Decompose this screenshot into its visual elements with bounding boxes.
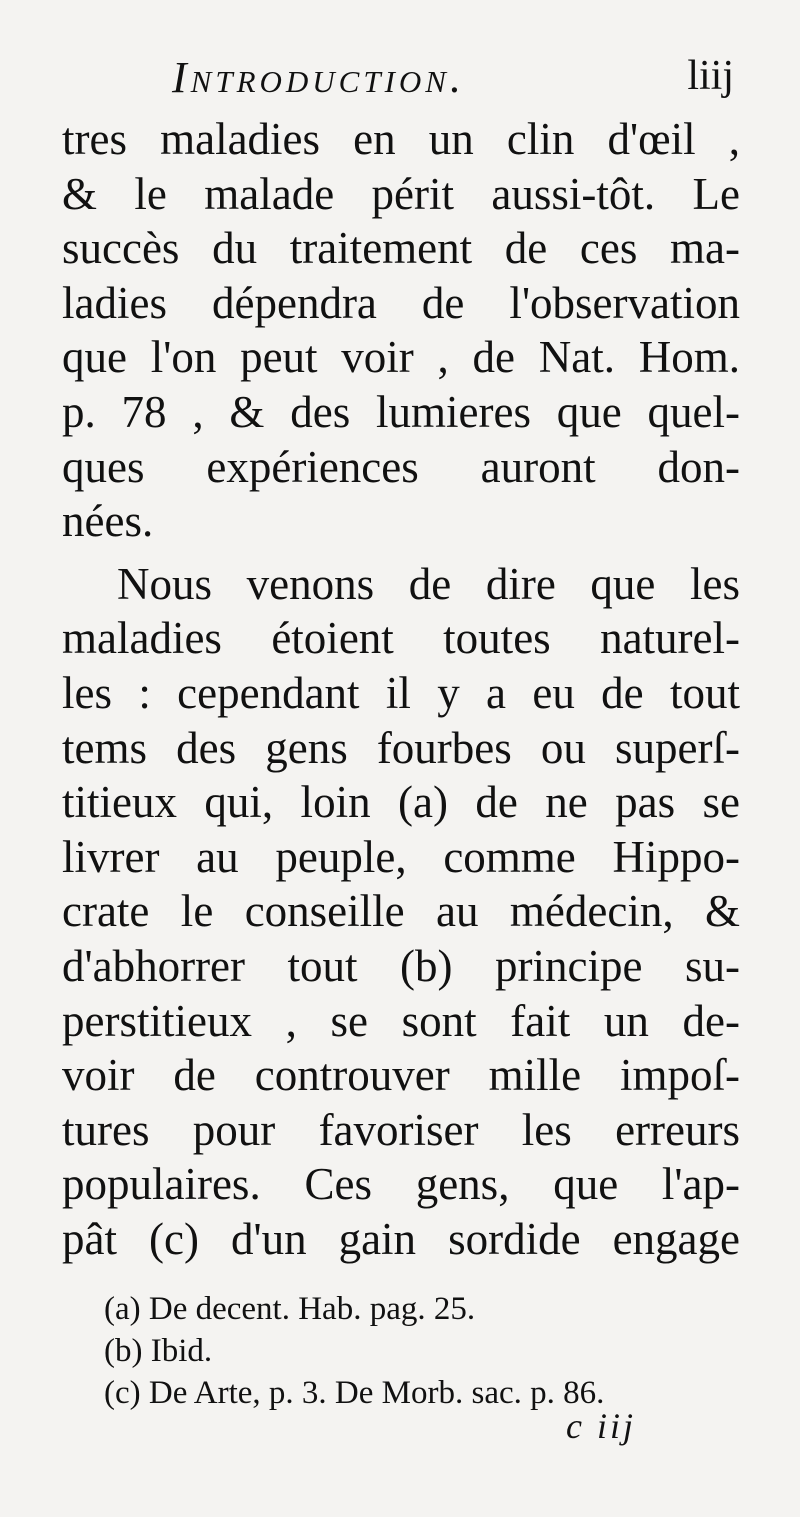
text-line: & le malade périt aussi-tôt. Le — [62, 168, 740, 219]
paragraph-first-line: Nous venons de dire que les — [117, 558, 740, 609]
body-text — [62, 112, 740, 1266]
signature-mark: c iij — [566, 1406, 636, 1446]
text-line: d'abhorrer tout (b) principe su- — [62, 940, 740, 991]
text-line: crate le conseille au médecin, & — [62, 886, 740, 937]
text-line: populaires. Ces gens, que l'ap- — [62, 1159, 740, 1210]
text-line: titieux qui, loin (a) de ne pas se — [62, 777, 740, 828]
text-line: ques expériences auront don- — [62, 441, 740, 492]
text-line: ladies dépendra de l'observation — [62, 277, 740, 328]
text-line: voir de controuver mille impoſ- — [62, 1050, 740, 1101]
text-line: p. 78 , & des lumieres que quel- — [62, 386, 740, 437]
footnotes — [104, 1288, 754, 1414]
page-number: liij — [687, 53, 734, 99]
text-line: que l'on peut voir , de Nat. Hom. — [62, 332, 740, 383]
page-header — [172, 52, 734, 112]
text-line: tres maladies en un clin d'œil , — [62, 114, 740, 164]
text-line: livrer au peuple, comme Hippo- — [62, 831, 740, 882]
text-line: pât (c) d'un gain sordide engage — [62, 1213, 740, 1264]
text-line: tems des gens fourbes ou superſ- — [62, 722, 740, 773]
footnote-c: (c) De Arte, p. 3. De Morb. sac. p. 86. — [104, 1375, 605, 1411]
text-line: tures pour favoriser les erreurs — [62, 1104, 740, 1155]
footnote-a: (a) De decent. Hab. pag. 25. — [104, 1291, 476, 1327]
running-title: Introduction. — [172, 53, 465, 102]
footnote-b: (b) Ibid. — [104, 1333, 213, 1369]
text-line: les : cependant il y a eu de tout — [62, 667, 740, 718]
text-line: perstitieux , se sont fait un de- — [62, 995, 740, 1046]
text-line: nées. — [62, 496, 154, 547]
text-line: succès du traitement de ces ma- — [62, 223, 740, 274]
text-line: maladies étoient toutes naturel- — [62, 613, 740, 664]
